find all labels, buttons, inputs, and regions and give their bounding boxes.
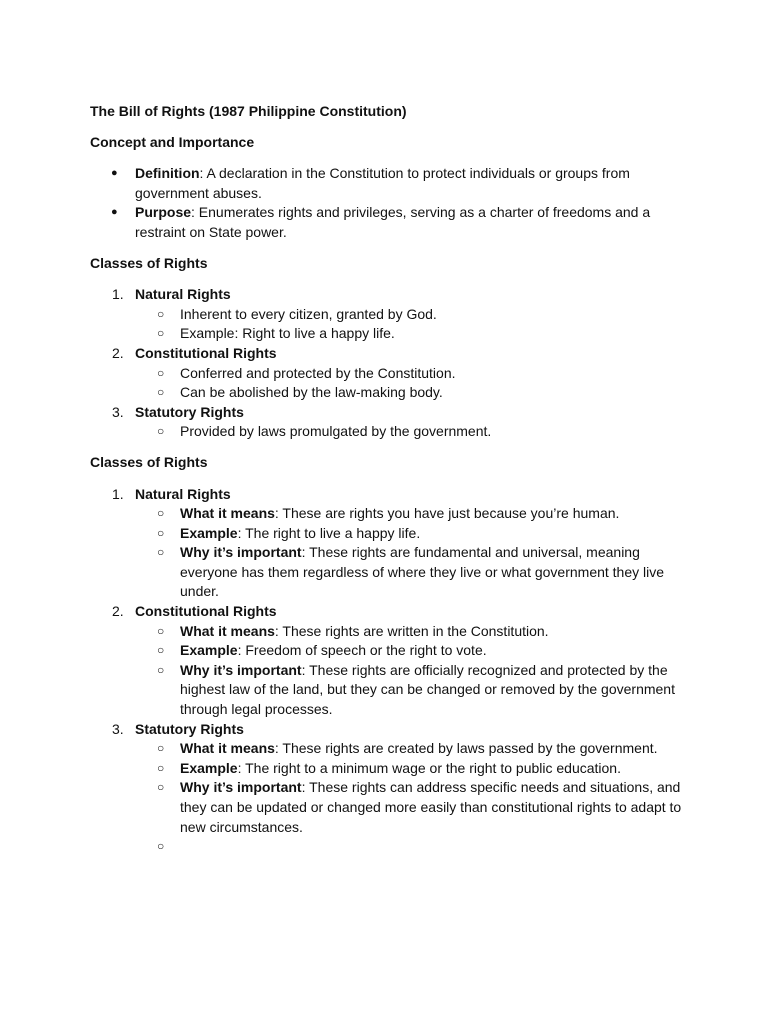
sub-item (135, 641, 690, 661)
sub-item (135, 661, 690, 720)
classes-detailed-list (90, 485, 690, 857)
sub-list (135, 739, 690, 857)
item-title: Statutory Rights (135, 720, 244, 737)
term-label: Why it’s important (180, 544, 302, 561)
term-text: : These rights are officially recognized and protected by the highest law of the land, but they can be changed or removed by the government through legal processes. (180, 661, 675, 718)
term-label: What it means (180, 740, 275, 757)
list-item (90, 485, 690, 603)
sub-item (135, 543, 690, 602)
item-title: Natural Rights (135, 286, 231, 303)
sub-list (135, 622, 690, 720)
item-number: 2. (112, 603, 124, 620)
term-label: Example (180, 642, 238, 659)
sub-list (135, 305, 690, 344)
term-text: : These rights are written in the Constitution. (274, 622, 549, 639)
term-text: : A declaration in the Constitution to protect individuals or groups from government abuses. (135, 165, 630, 201)
term-label: What it means (180, 622, 275, 639)
item-number: 2. (112, 344, 124, 361)
list-item (90, 164, 690, 203)
term-text: : These are rights you have just because you’re human. (274, 505, 620, 522)
sub-item (135, 622, 690, 642)
list-item (90, 203, 690, 242)
sub-item (135, 739, 690, 759)
sub-list (135, 504, 690, 602)
sub-item (135, 504, 690, 524)
term-label: Example (180, 759, 238, 776)
sub-list (135, 422, 690, 442)
term-label: Example (180, 524, 238, 541)
term-text: : Freedom of speech or the right to vote. (237, 642, 487, 659)
sub-list (135, 364, 690, 403)
empty-sub-item (135, 837, 690, 857)
sub-item: ○ Provided by laws promulgated by the government. (135, 422, 690, 442)
concept-list (90, 164, 690, 242)
term-text: : The right to live a happy life. (237, 524, 421, 541)
sub-item: ○ Example: Right to live a happy life. (135, 324, 690, 344)
term-text: : These rights are created by laws passed by the government. (274, 740, 658, 757)
sub-item (135, 759, 690, 779)
list-item (90, 344, 690, 403)
term-label: Definition (135, 165, 200, 182)
document-page (90, 102, 690, 857)
document-title: The Bill of Rights (1987 Philippine Constitution) (90, 103, 407, 119)
term-text: : These rights are fundamental and universal, meaning everyone has them regardless of where they live or what government they live under. (180, 544, 665, 600)
sub-item (135, 778, 690, 837)
list-item (90, 720, 690, 857)
item-number: 3. (112, 403, 124, 420)
item-number: 1. (112, 485, 124, 502)
term-text: : Enumerates rights and privileges, serving as a charter of freedoms and a restraint on State power. (135, 204, 651, 240)
sub-item: ○ Can be abolished by the law-making body. (135, 383, 690, 403)
section-heading-classes: Classes of Rights (90, 255, 208, 272)
term-label: Purpose (135, 204, 192, 221)
item-title: Constitutional Rights (135, 603, 277, 620)
section-heading-concept: Concept and Importance (90, 134, 255, 151)
list-item (90, 285, 690, 344)
item-title: Statutory Rights (135, 403, 244, 420)
sub-item (135, 524, 690, 544)
classes-list (90, 285, 690, 442)
list-item (90, 403, 690, 442)
item-title: Natural Rights (135, 485, 231, 502)
term-label: Why it’s important (180, 661, 302, 678)
sub-item: ○ Inherent to every citizen, granted by God. (135, 305, 690, 325)
term-label: Why it’s important (180, 779, 302, 796)
item-number: 1. (112, 286, 124, 303)
term-label: What it means (180, 505, 275, 522)
term-text: : These rights can address specific needs and situations, and they can be updated or changed more easily than constitutional rights to adapt to new circumstances. (180, 779, 682, 835)
sub-item: ○ Conferred and protected by the Constitution. (135, 364, 690, 384)
section-heading-classes-detailed: Classes of Rights (90, 454, 208, 471)
item-title: Constitutional Rights (135, 344, 277, 361)
item-number: 3. (112, 720, 124, 737)
term-text: : The right to a minimum wage or the right to public education. (237, 759, 621, 776)
list-item (90, 602, 690, 720)
